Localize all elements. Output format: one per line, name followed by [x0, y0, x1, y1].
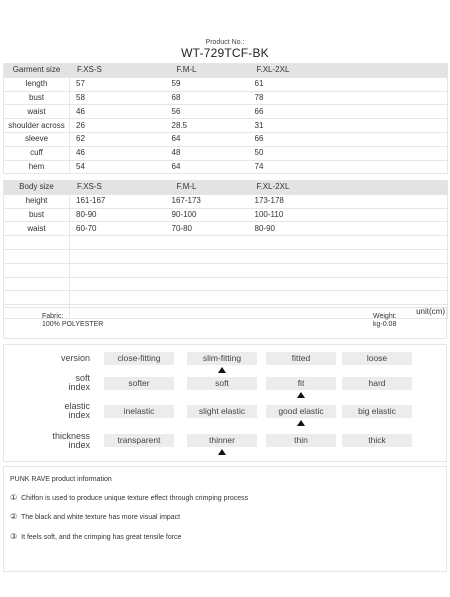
measure-value: 64	[170, 132, 255, 146]
body-header-row	[4, 181, 448, 195]
product-info-panel	[3, 466, 447, 572]
empty-row	[4, 291, 448, 305]
option-close-fitting: close-fitting	[104, 352, 174, 365]
weight-label: Weight:	[373, 313, 397, 320]
selected-marker-icon	[218, 449, 226, 455]
measure-value: 66	[255, 132, 335, 146]
body-size-heading: Body size	[4, 181, 70, 195]
garment-header-row	[4, 64, 448, 78]
measure-label: bust	[4, 208, 70, 222]
option-slight-elastic: slight elastic	[187, 405, 257, 418]
option-fit: fit	[266, 377, 336, 390]
measure-value: 62	[70, 132, 170, 146]
measure-value: 173-178	[255, 194, 335, 208]
version-label: version	[60, 353, 90, 363]
info-title: PUNK RAVE product information	[10, 476, 112, 483]
measure-value: 31	[255, 119, 335, 133]
circled-three-icon: ③	[10, 532, 18, 541]
option-fitted: fitted	[266, 352, 336, 365]
info-text: Chiffon is used to produce unique texture effect through crimping process	[21, 495, 249, 502]
list-item	[10, 512, 180, 521]
empty-row	[4, 249, 448, 263]
list-item	[10, 493, 248, 502]
selected-marker-icon	[297, 392, 305, 398]
measure-value: 60-70	[70, 222, 170, 236]
measure-label: length	[4, 77, 70, 91]
measure-value: 64	[170, 160, 255, 174]
measure-label: height	[4, 194, 70, 208]
soft-index-row	[4, 373, 446, 401]
garment-size-table	[3, 63, 448, 174]
selected-marker-icon	[297, 420, 305, 426]
size-col-m-l: F.M-L	[170, 181, 255, 195]
table-row	[4, 132, 448, 146]
empty-row	[4, 263, 448, 277]
soft-label: soft	[75, 373, 90, 383]
info-text: It feels soft, and the crimping has great tensile force	[21, 534, 182, 541]
table-row	[4, 91, 448, 105]
measure-value: 161-167	[70, 194, 170, 208]
option-inelastic: inelastic	[104, 405, 174, 418]
elastic-index-label: index	[68, 410, 90, 420]
table-row	[4, 222, 448, 236]
measure-value: 80-90	[255, 222, 335, 236]
measure-value: 28.5	[170, 119, 255, 133]
list-item	[10, 532, 181, 541]
circled-two-icon: ②	[10, 512, 18, 521]
measure-value: 167-173	[170, 194, 255, 208]
measure-value: 54	[70, 160, 170, 174]
elastic-label: elastic	[64, 401, 90, 411]
measure-value: 50	[255, 146, 335, 160]
measure-value: 59	[170, 77, 255, 91]
table-row	[4, 105, 448, 119]
thickness-label: thickness	[52, 431, 90, 441]
measure-value: 78	[255, 91, 335, 105]
unit-label: unit(cm)	[335, 305, 448, 319]
size-col-xs-s: F.XS-S	[70, 181, 170, 195]
option-thick: thick	[342, 434, 412, 447]
empty-row	[4, 277, 448, 291]
measure-value: 70-80	[170, 222, 255, 236]
measure-value: 26	[70, 119, 170, 133]
option-big-elastic: big elastic	[342, 405, 412, 418]
table-row	[4, 194, 448, 208]
measure-value: 61	[255, 77, 335, 91]
garment-size-heading: Garment size	[4, 64, 70, 78]
table-row	[4, 77, 448, 91]
elastic-index-row	[4, 401, 446, 429]
table-row	[4, 119, 448, 133]
circled-one-icon: ①	[10, 493, 18, 502]
thickness-index-label: index	[68, 440, 90, 450]
option-loose: loose	[342, 352, 412, 365]
measure-label: waist	[4, 222, 70, 236]
measure-value: 100-110	[255, 208, 335, 222]
option-soft: soft	[187, 377, 257, 390]
option-softer: softer	[104, 377, 174, 390]
empty-row	[4, 236, 448, 250]
info-text: The black and white texture has more visual impact	[21, 514, 181, 521]
measure-label: bust	[4, 91, 70, 105]
option-hard: hard	[342, 377, 412, 390]
attribute-panel	[3, 344, 447, 462]
weight-value: kg-0.08	[373, 321, 397, 328]
thickness-index-row	[4, 429, 446, 457]
fabric-panel	[3, 307, 447, 339]
measure-label: sleeve	[4, 132, 70, 146]
body-size-table	[3, 180, 448, 319]
fabric-label: Fabric:	[42, 313, 64, 320]
measure-value: 90-100	[170, 208, 255, 222]
measure-label: shoulder across	[4, 119, 70, 133]
product-header	[0, 38, 450, 60]
table-row	[4, 160, 448, 174]
measure-value: 80-90	[70, 208, 170, 222]
option-thin: thin	[266, 434, 336, 447]
product-code: WT-729TCF-BK	[181, 46, 269, 60]
product-no-label: Product No.:	[205, 39, 245, 46]
measure-value: 58	[70, 91, 170, 105]
table-row	[4, 146, 448, 160]
option-transparent: transparent	[104, 434, 174, 447]
measure-label: hem	[4, 160, 70, 174]
measure-value: 57	[70, 77, 170, 91]
measure-value: 46	[70, 146, 170, 160]
option-good-elastic: good elastic	[266, 405, 336, 418]
size-col-xl-2xl: F.XL-2XL	[255, 181, 335, 195]
option-thinner: thinner	[187, 434, 257, 447]
measure-value: 66	[255, 105, 335, 119]
measure-label: cuff	[4, 146, 70, 160]
measure-value: 74	[255, 160, 335, 174]
measure-value: 46	[70, 105, 170, 119]
measure-value: 56	[170, 105, 255, 119]
size-col-xl-2xl: F.XL-2XL	[255, 64, 335, 78]
size-col-xs-s: F.XS-S	[70, 64, 170, 78]
fabric-value: 100% POLYESTER	[42, 321, 104, 328]
size-col-m-l: F.M-L	[170, 64, 255, 78]
table-row	[4, 208, 448, 222]
soft-index-label: index	[68, 382, 90, 392]
option-slim-fitting: slim-fitting	[187, 352, 257, 365]
measure-value: 48	[170, 146, 255, 160]
measure-value: 68	[170, 91, 255, 105]
measure-label: waist	[4, 105, 70, 119]
